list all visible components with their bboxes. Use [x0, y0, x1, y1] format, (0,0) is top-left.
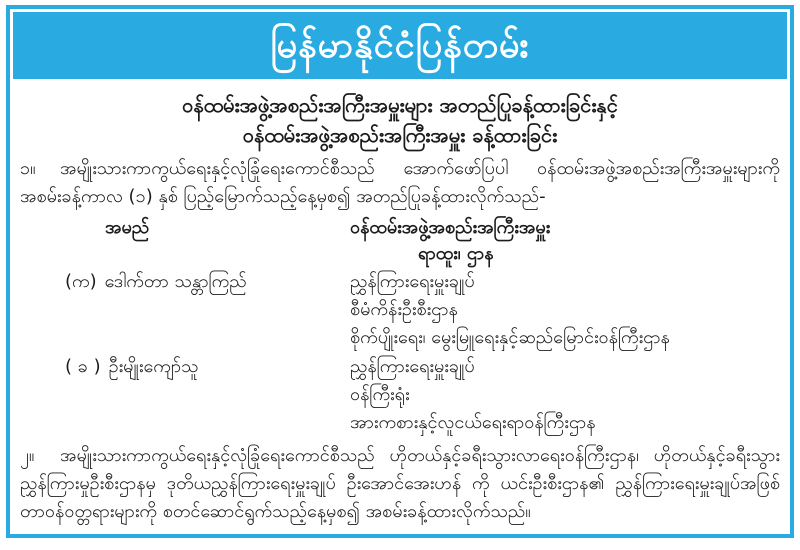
row-index: (က) — [65, 271, 97, 292]
column-header-name: အမည် — [105, 217, 150, 238]
appointee-position-cell — [350, 353, 780, 437]
paragraph-2 — [20, 442, 780, 526]
position-line: ညွှန်ကြားရေးမှူးချုပ် — [350, 271, 475, 292]
table-row — [20, 353, 780, 437]
position-line: ညွှန်ကြားရေးမှူးချုပ် — [350, 356, 475, 377]
position-line: စီမံကိန်းဦးစီးဌာန — [350, 299, 458, 320]
appointee-name-cell — [20, 353, 350, 437]
appointee-position-cell — [350, 268, 780, 352]
paragraph-1-number: ၁။ — [20, 158, 36, 179]
notice-heading-line1: ဝန်ထမ်းအဖွဲ့အစည်းအကြီးအမှူးများ အတည်ပြုခန့်ထားခြင်းနှင့် — [182, 93, 618, 117]
table-row — [20, 268, 780, 352]
paragraph-1-text: အမျိုးသားကာကွယ်ရေးနှင့်လုံခြုံရေးကောင်စီသည် အောက်ဖော်ပြပါ ဝန်ထမ်းအဖွဲ့အစည်းအကြီးအမှူးများကို အစမ်းခန့်ကာလ (၁) နှစ် ပြည့်မြောက်သည့်နေ့မှစ၍ အတည်ပြုခန့်ထားလိုက်သည်- — [20, 158, 780, 207]
notice-heading — [20, 90, 780, 150]
paragraph-1 — [20, 155, 780, 211]
notice-heading-line2: ဝန်ထမ်းအဖွဲ့အစည်းအကြီးအမှူး ခန့်ထားခြင်း — [242, 123, 558, 147]
column-header-position — [350, 215, 780, 267]
column-header-position-line2: ရာထူး၊ ဌာန — [418, 243, 494, 264]
appointee-name: ဦးမျိုးကျော်သူ — [108, 356, 199, 377]
position-line: စိုက်ပျိုးရေး၊ မွေးမြူရေးနှင့်ဆည်မြောင်းဝန်ကြီးဌာန — [350, 327, 670, 348]
page-border-frame — [6, 5, 794, 538]
table-header-row — [20, 215, 780, 267]
gazette-title: မြန်မာနိုင်ငံပြန်တမ်း — [270, 24, 530, 66]
position-line: အားကစားနှင့်လူငယ်ရေးရာဝန်ကြီးဌာန — [350, 412, 596, 433]
paragraph-2-text: အမျိုးသားကာကွယ်ရေးနှင့်လုံခြုံရေးကောင်စီသည် ဟိုတယ်နှင့်ခရီးသွားလာရေးဝန်ကြီးဌာန၊ ဟိုတယ်နှင့်ခရီးသွားညွှန်ကြားမှုဦးစီးဌာနမှ ဒုတိယညွှန်ကြားရေးမှူးချုပ် ဦးအောင်အေးဟန် ကို ယင်းဦးစီးဌာန၏ ညွှန်ကြားရေးမှူးချုပ်အဖြစ် တာဝန်ဝတ္တရားများကို စတင်ဆောင်ရွက်သည့်နေ့မှစ၍ အစမ်းခန့်ထားလိုက်သည်။ — [20, 445, 780, 522]
row-index: ( ခ ) — [65, 356, 101, 377]
appointment-table — [20, 215, 780, 437]
paragraph-2-number: ၂။ — [20, 445, 35, 466]
gazette-header-banner — [13, 12, 787, 79]
position-line: ဝန်ကြီးရုံး — [350, 384, 410, 405]
notice-content — [10, 82, 790, 526]
appointee-name: ဒေါက်တာ သန္တာကြည် — [104, 271, 247, 292]
column-header-position-line1: ဝန်ထမ်းအဖွဲ့အစည်းအကြီးအမှူး — [350, 217, 551, 238]
appointee-name-cell — [20, 268, 350, 352]
